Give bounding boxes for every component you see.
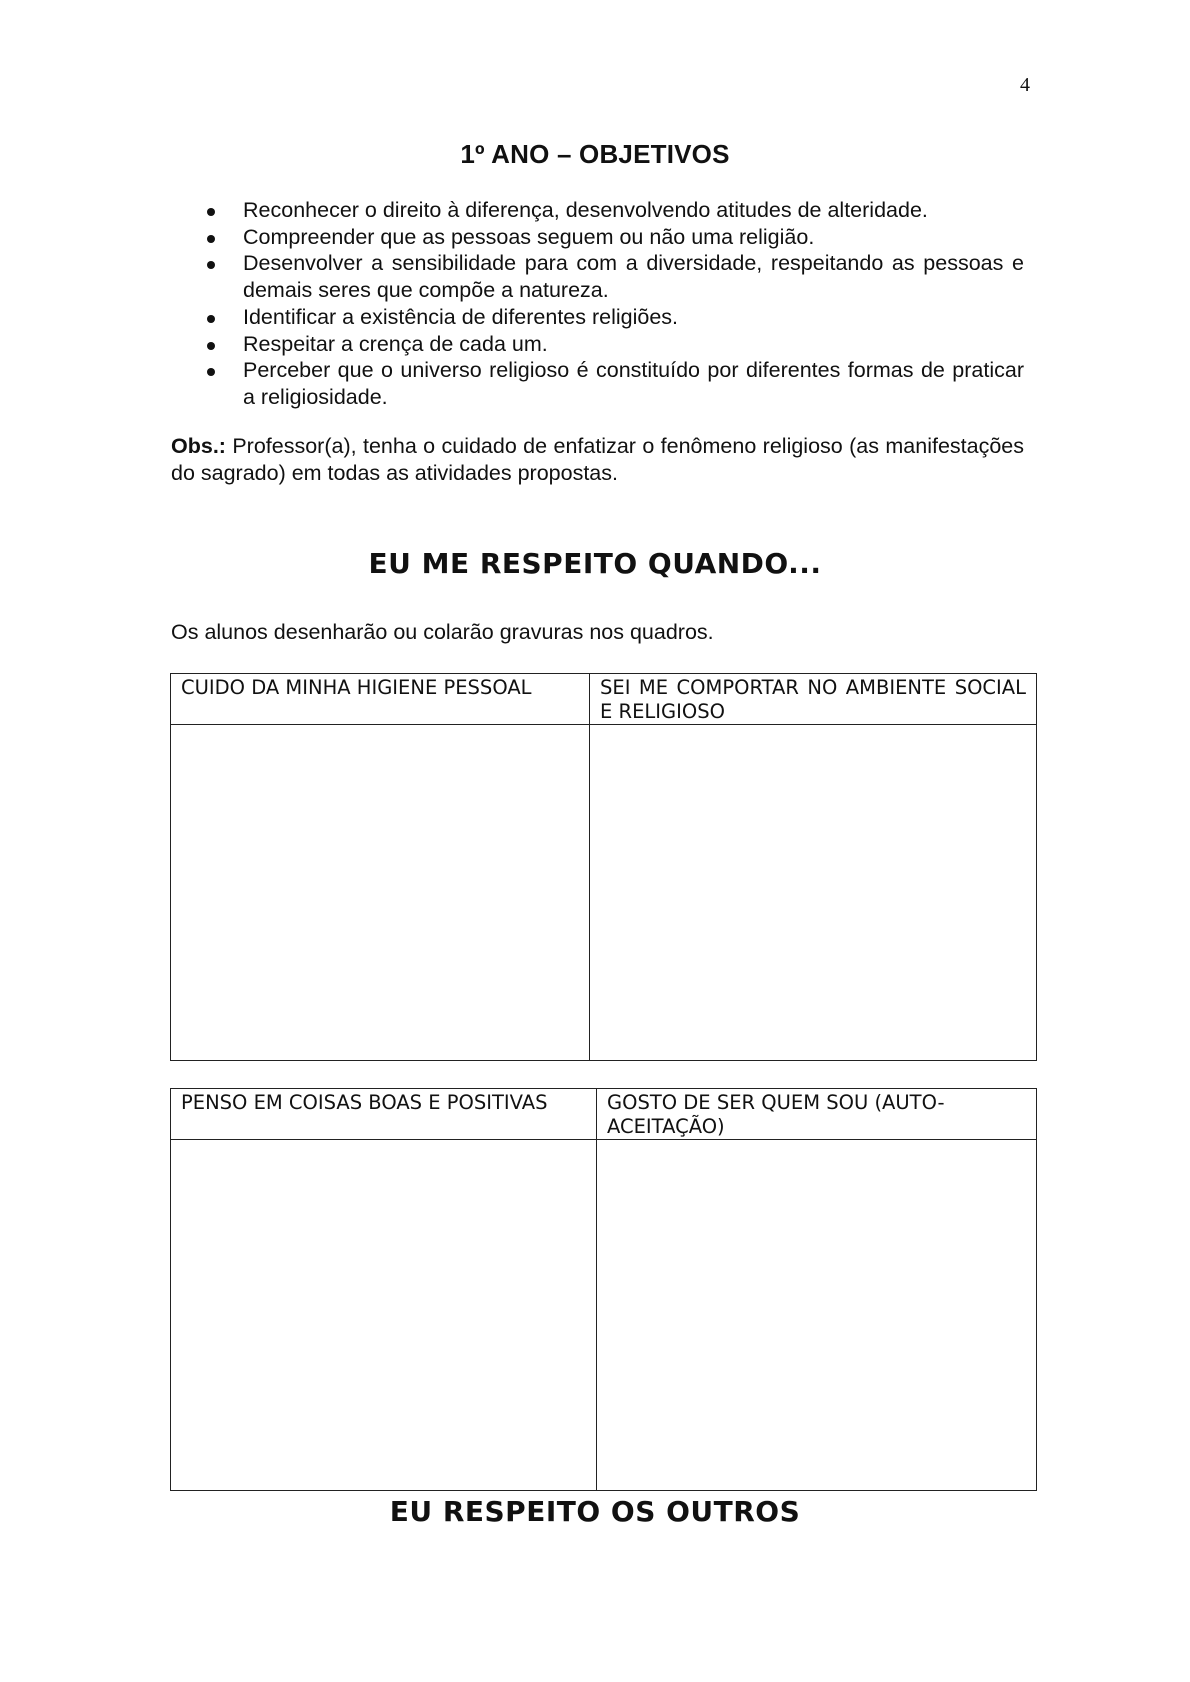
- bullet-icon: [207, 315, 215, 323]
- activity-title: EU ME RESPEITO QUANDO...: [368, 547, 822, 580]
- list-item: Identificar a existência de diferentes religiões.: [209, 304, 1024, 331]
- list-item: Respeitar a crença de cada um.: [209, 331, 1024, 358]
- table2-right-header: GOSTO DE SER QUEM SOU (AUTO-ACEITAÇÃO): [597, 1089, 1037, 1140]
- objectives-list: [209, 197, 1024, 411]
- table1-left-header: CUIDO DA MINHA HIGIENE PESSOAL: [171, 674, 590, 725]
- obs-label: Obs.:: [171, 434, 226, 458]
- drawing-box-positive-thoughts: [171, 1140, 597, 1491]
- table1-right-header: SEI ME COMPORTAR NO AMBIENTE SOCIAL E RELIGIOSO: [590, 674, 1037, 725]
- activity-instruction: Os alunos desenharão ou colarão gravuras nos quadros.: [171, 620, 714, 644]
- list-item: Compreender que as pessoas seguem ou não uma religião.: [209, 224, 1024, 251]
- drawing-box-hygiene: [171, 725, 590, 1061]
- list-item: Perceber que o universo religioso é constituído por diferentes formas de praticar a religiosidade.: [209, 357, 1024, 410]
- bullet-icon: [207, 261, 215, 269]
- next-section-title: EU RESPEITO OS OUTROS: [389, 1495, 801, 1528]
- objectives-title: 1º ANO – OBJETIVOS: [460, 139, 730, 169]
- list-item: Desenvolver a sensibilidade para com a diversidade, respeitando as pessoas e demais seres que compõe a natureza.: [209, 250, 1024, 303]
- bullet-icon: [207, 368, 215, 376]
- drawing-box-behavior: [590, 725, 1037, 1061]
- table2-left-header: PENSO EM COISAS BOAS E POSITIVAS: [171, 1089, 597, 1140]
- drawing-table-2: [170, 1088, 1037, 1491]
- bullet-icon: [207, 208, 215, 216]
- drawing-box-self-acceptance: [597, 1140, 1037, 1491]
- list-item: Reconhecer o direito à diferença, desenvolvendo atitudes de alteridade.: [209, 197, 1024, 224]
- bullet-icon: [207, 235, 215, 243]
- observation-note: [171, 433, 1024, 487]
- page-number: 4: [1020, 74, 1030, 96]
- bullet-icon: [207, 342, 215, 350]
- drawing-table-1: [170, 673, 1037, 1061]
- obs-text: Professor(a), tenha o cuidado de enfatizar o fenômeno religioso (as manifestações do sagrado) em todas as atividades propostas.: [171, 434, 1024, 485]
